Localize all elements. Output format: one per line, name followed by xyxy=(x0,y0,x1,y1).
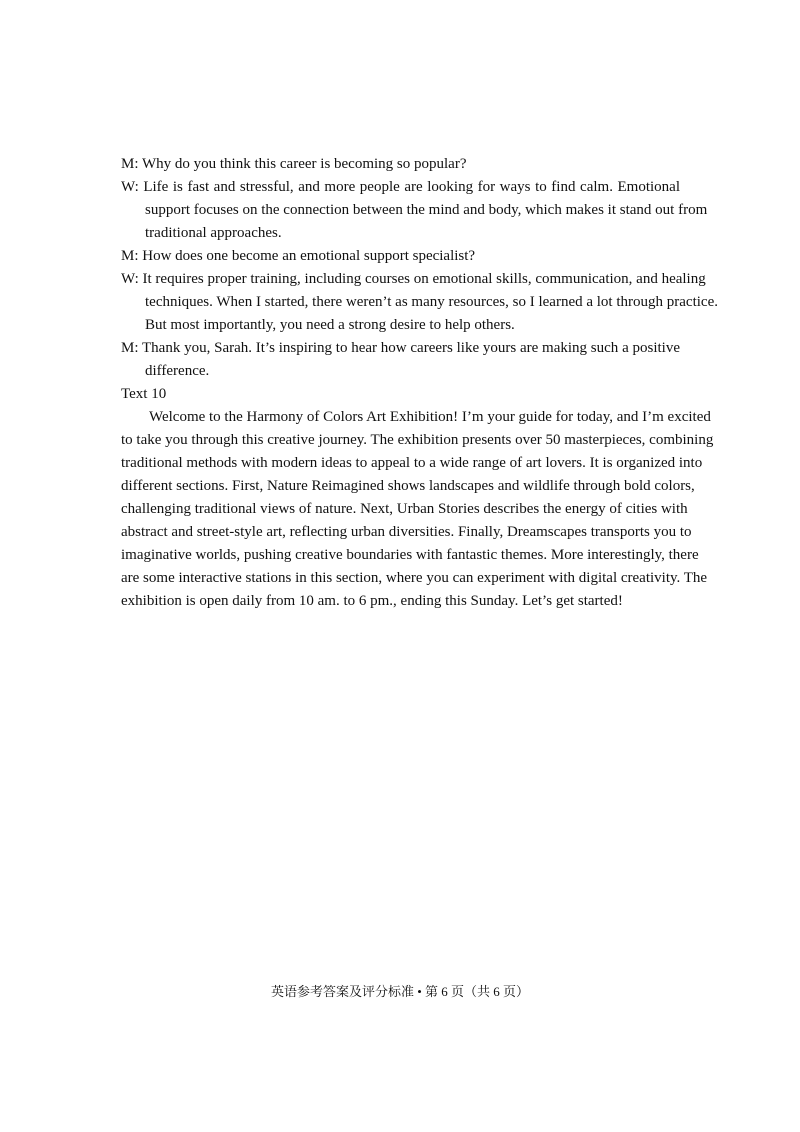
paragraph-line: traditional methods with modern ideas to appeal to a wide range of art lovers. It is organized into xyxy=(121,455,703,471)
dialogue-transcript xyxy=(121,153,718,383)
dialogue-line: W: It requires proper training, including courses on emotional skills, communication, and healing xyxy=(121,271,706,287)
paragraph-line: Welcome to the Harmony of Colors Art Exhibition! I’m your guide for today, and I’m excited xyxy=(149,409,711,425)
paragraph-line: are some interactive stations in this section, where you can experiment with digital creativity. The xyxy=(121,570,708,586)
paragraph-line: exhibition is open daily from 10 am. to 6 pm., ending this Sunday. Let’s get started! xyxy=(121,593,623,609)
dialogue-line: support focuses on the connection between the mind and body, which makes it stand out from xyxy=(145,202,708,218)
dialogue-turn xyxy=(121,176,708,245)
dialogue-line: difference. xyxy=(145,363,210,379)
dialogue-line: M: How does one become an emotional support specialist? xyxy=(121,248,476,264)
dialogue-turn xyxy=(121,268,718,337)
dialogue-line: M: Thank you, Sarah. It’s inspiring to hear how careers like yours are making such a positive xyxy=(121,340,680,356)
dialogue-line: But most importantly, you need a strong desire to help others. xyxy=(145,317,515,333)
document-body xyxy=(121,153,718,613)
paragraph-line: different sections. First, Nature Reimagined shows landscapes and wildlife through bold colors, xyxy=(121,478,695,494)
paragraph-line: to take you through this creative journey. The exhibition presents over 50 masterpieces, combining xyxy=(121,432,714,448)
dialogue-line: M: Why do you think this career is becoming so popular? xyxy=(121,156,467,172)
dialogue-line: W: Life is fast and stressful, and more people are looking for ways to find calm. Emotional xyxy=(121,179,680,195)
paragraph-line: imaginative worlds, pushing creative boundaries with fantastic themes. More interestingly, there xyxy=(121,547,699,563)
dialogue-turn xyxy=(121,153,680,176)
text10-paragraph xyxy=(121,406,714,613)
section-heading: Text 10 xyxy=(121,386,167,402)
paragraph-line: challenging traditional views of nature. Next, Urban Stories describes the energy of cities with xyxy=(121,501,688,517)
dialogue-line: techniques. When I started, there weren’t as many resources, so I learned a lot through practice. xyxy=(145,294,718,310)
dialogue-line: traditional approaches. xyxy=(145,225,282,241)
dialogue-turn xyxy=(121,337,680,383)
paragraph-line: abstract and street-style art, reflecting urban diversities. Finally, Dreamscapes transports you to xyxy=(121,524,692,540)
page-footer: 英语参考答案及评分标准 • 第 6 页（共 6 页） xyxy=(270,984,530,999)
dialogue-turn xyxy=(121,245,680,268)
